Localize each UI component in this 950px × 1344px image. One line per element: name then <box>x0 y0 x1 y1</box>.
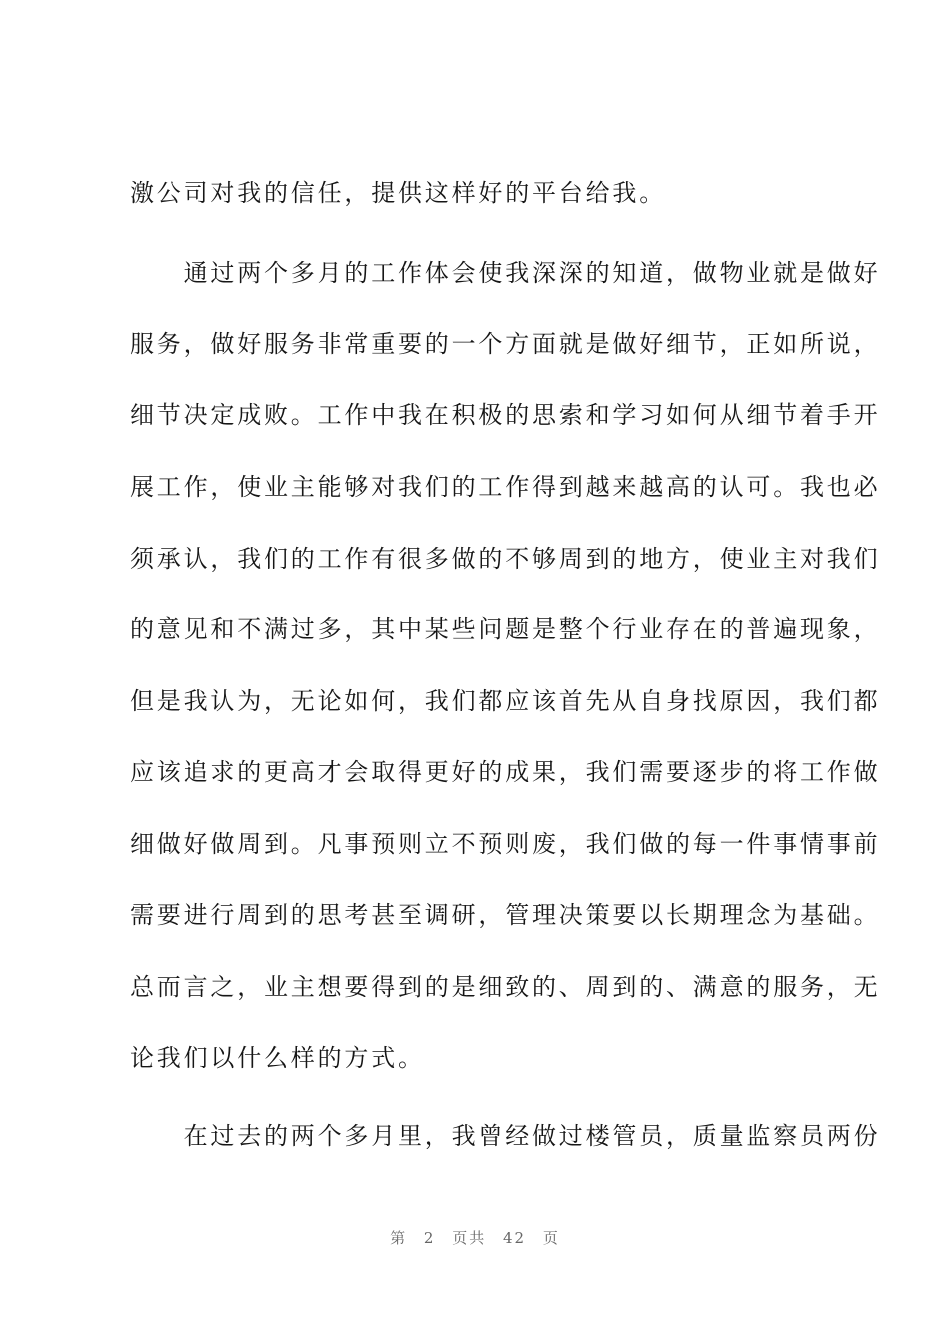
text-line: 在过去的两个多月里，我曾经做过楼管员，质量监察员两份 <box>130 1122 881 1150</box>
text-line: 论我们以什么样的方式。 <box>130 1044 425 1072</box>
text-line: 需要进行周到的思考甚至调研，管理决策要以长期理念为基础。 <box>130 901 881 929</box>
text-line: 激公司对我的信任，提供这样好的平台给我。 <box>130 179 666 207</box>
text-line: 的意见和不满过多，其中某些问题是整个行业存在的普遍现象， <box>130 615 881 643</box>
text-line: 总而言之，业主想要得到的是细致的、周到的、满意的服务，无 <box>130 973 881 1001</box>
text-line: 细节决定成败。工作中我在积极的思索和学习如何从细节着手开 <box>130 401 881 429</box>
text-line: 须承认，我们的工作有很多做的不够周到的地方，使业主对我们 <box>130 545 881 573</box>
text-line: 但是我认为，无论如何，我们都应该首先从自身找原因，我们都 <box>130 687 881 715</box>
text-line: 通过两个多月的工作体会使我深深的知道，做物业就是做好 <box>130 259 881 287</box>
text-line: 服务，做好服务非常重要的一个方面就是做好细节，正如所说， <box>130 330 881 358</box>
page-number-footer: 第 2 页共 42 页 <box>390 1229 560 1247</box>
text-line: 细做好做周到。凡事预则立不预则废，我们做的每一件事情事前 <box>130 830 881 858</box>
text-line: 展工作，使业主能够对我们的工作得到越来越高的认可。我也必 <box>130 473 881 501</box>
text-line: 应该追求的更高才会取得更好的成果，我们需要逐步的将工作做 <box>130 758 881 786</box>
